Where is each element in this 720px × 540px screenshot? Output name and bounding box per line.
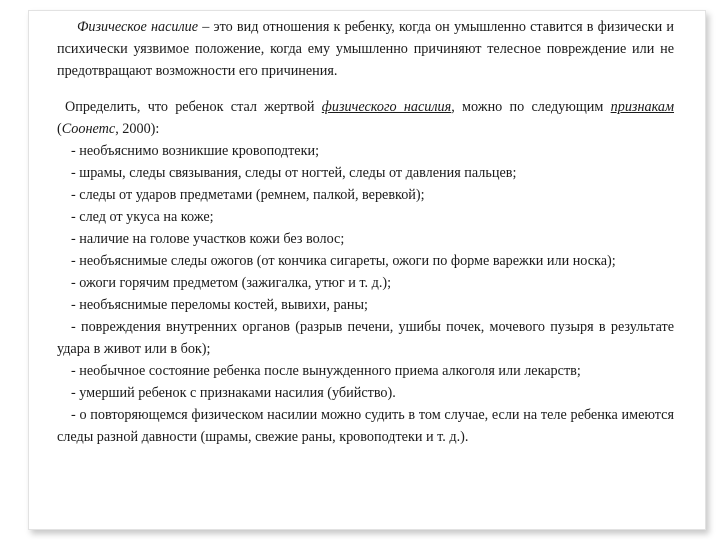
list-item: - необычное состояние ребенка после вынужденного приема алкоголя или лекарств; [71, 363, 581, 379]
signs-intro-lead: Определить, что ребенок стал жертвой [65, 99, 322, 115]
list-item: - необъяснимые следы ожогов (от кончика сигареты, ожоги по форме варежки или носка); [71, 253, 616, 269]
signs-list [57, 140, 674, 448]
signs-intro-middle: , можно по следующим [451, 99, 611, 115]
definition-paragraph [57, 16, 674, 82]
list-item: - следы от ударов предметами (ремнем, палкой, веревкой); [71, 187, 425, 203]
citation-author: Соонетс [61, 121, 116, 137]
slide-content [57, 16, 674, 448]
list-item: - о повторяющемся физическом насилии можно судить в том случае, если на теле ребенка имеются следы разной давности (шрамы, свежие раны, кровоподтеки и т. д.). [57, 407, 674, 445]
list-item: - повреждения внутренних органов (разрыв печени, ушибы почек, мочевого пузыря в результате удара в живот или в бок); [57, 319, 674, 357]
list-item: - наличие на голове участков кожи без волос; [71, 231, 345, 247]
list-item: - след от укуса на коже; [71, 209, 214, 225]
citation-open: ( [57, 121, 62, 137]
list-item: - необъяснимо возникшие кровоподтеки; [71, 143, 320, 159]
signs-intro-paragraph [57, 96, 674, 140]
term-physical-violence-underlined: физического насилия [321, 99, 452, 115]
list-item: - умерший ребенок с признаками насилия (убийство). [71, 385, 396, 401]
definition-text: – это вид отношения к ребенку, когда он умышленно ставится в физически и психически уязвимое положение, когда ему умышленно причиняют телесное повреждение или не предотвращают возможности его причинения. [57, 19, 674, 79]
signs-word: признакам [610, 99, 675, 115]
list-item: - ожоги горячим предметом (зажигалка, утюг и т. д.); [71, 275, 392, 291]
citation-close: , 2000): [115, 121, 160, 137]
term-physical-violence: Физическое насилие [77, 19, 199, 35]
list-item: - необъяснимые переломы костей, вывихи, раны; [71, 297, 368, 313]
list-item: - шрамы, следы связывания, следы от ногтей, следы от давления пальцев; [71, 165, 517, 181]
